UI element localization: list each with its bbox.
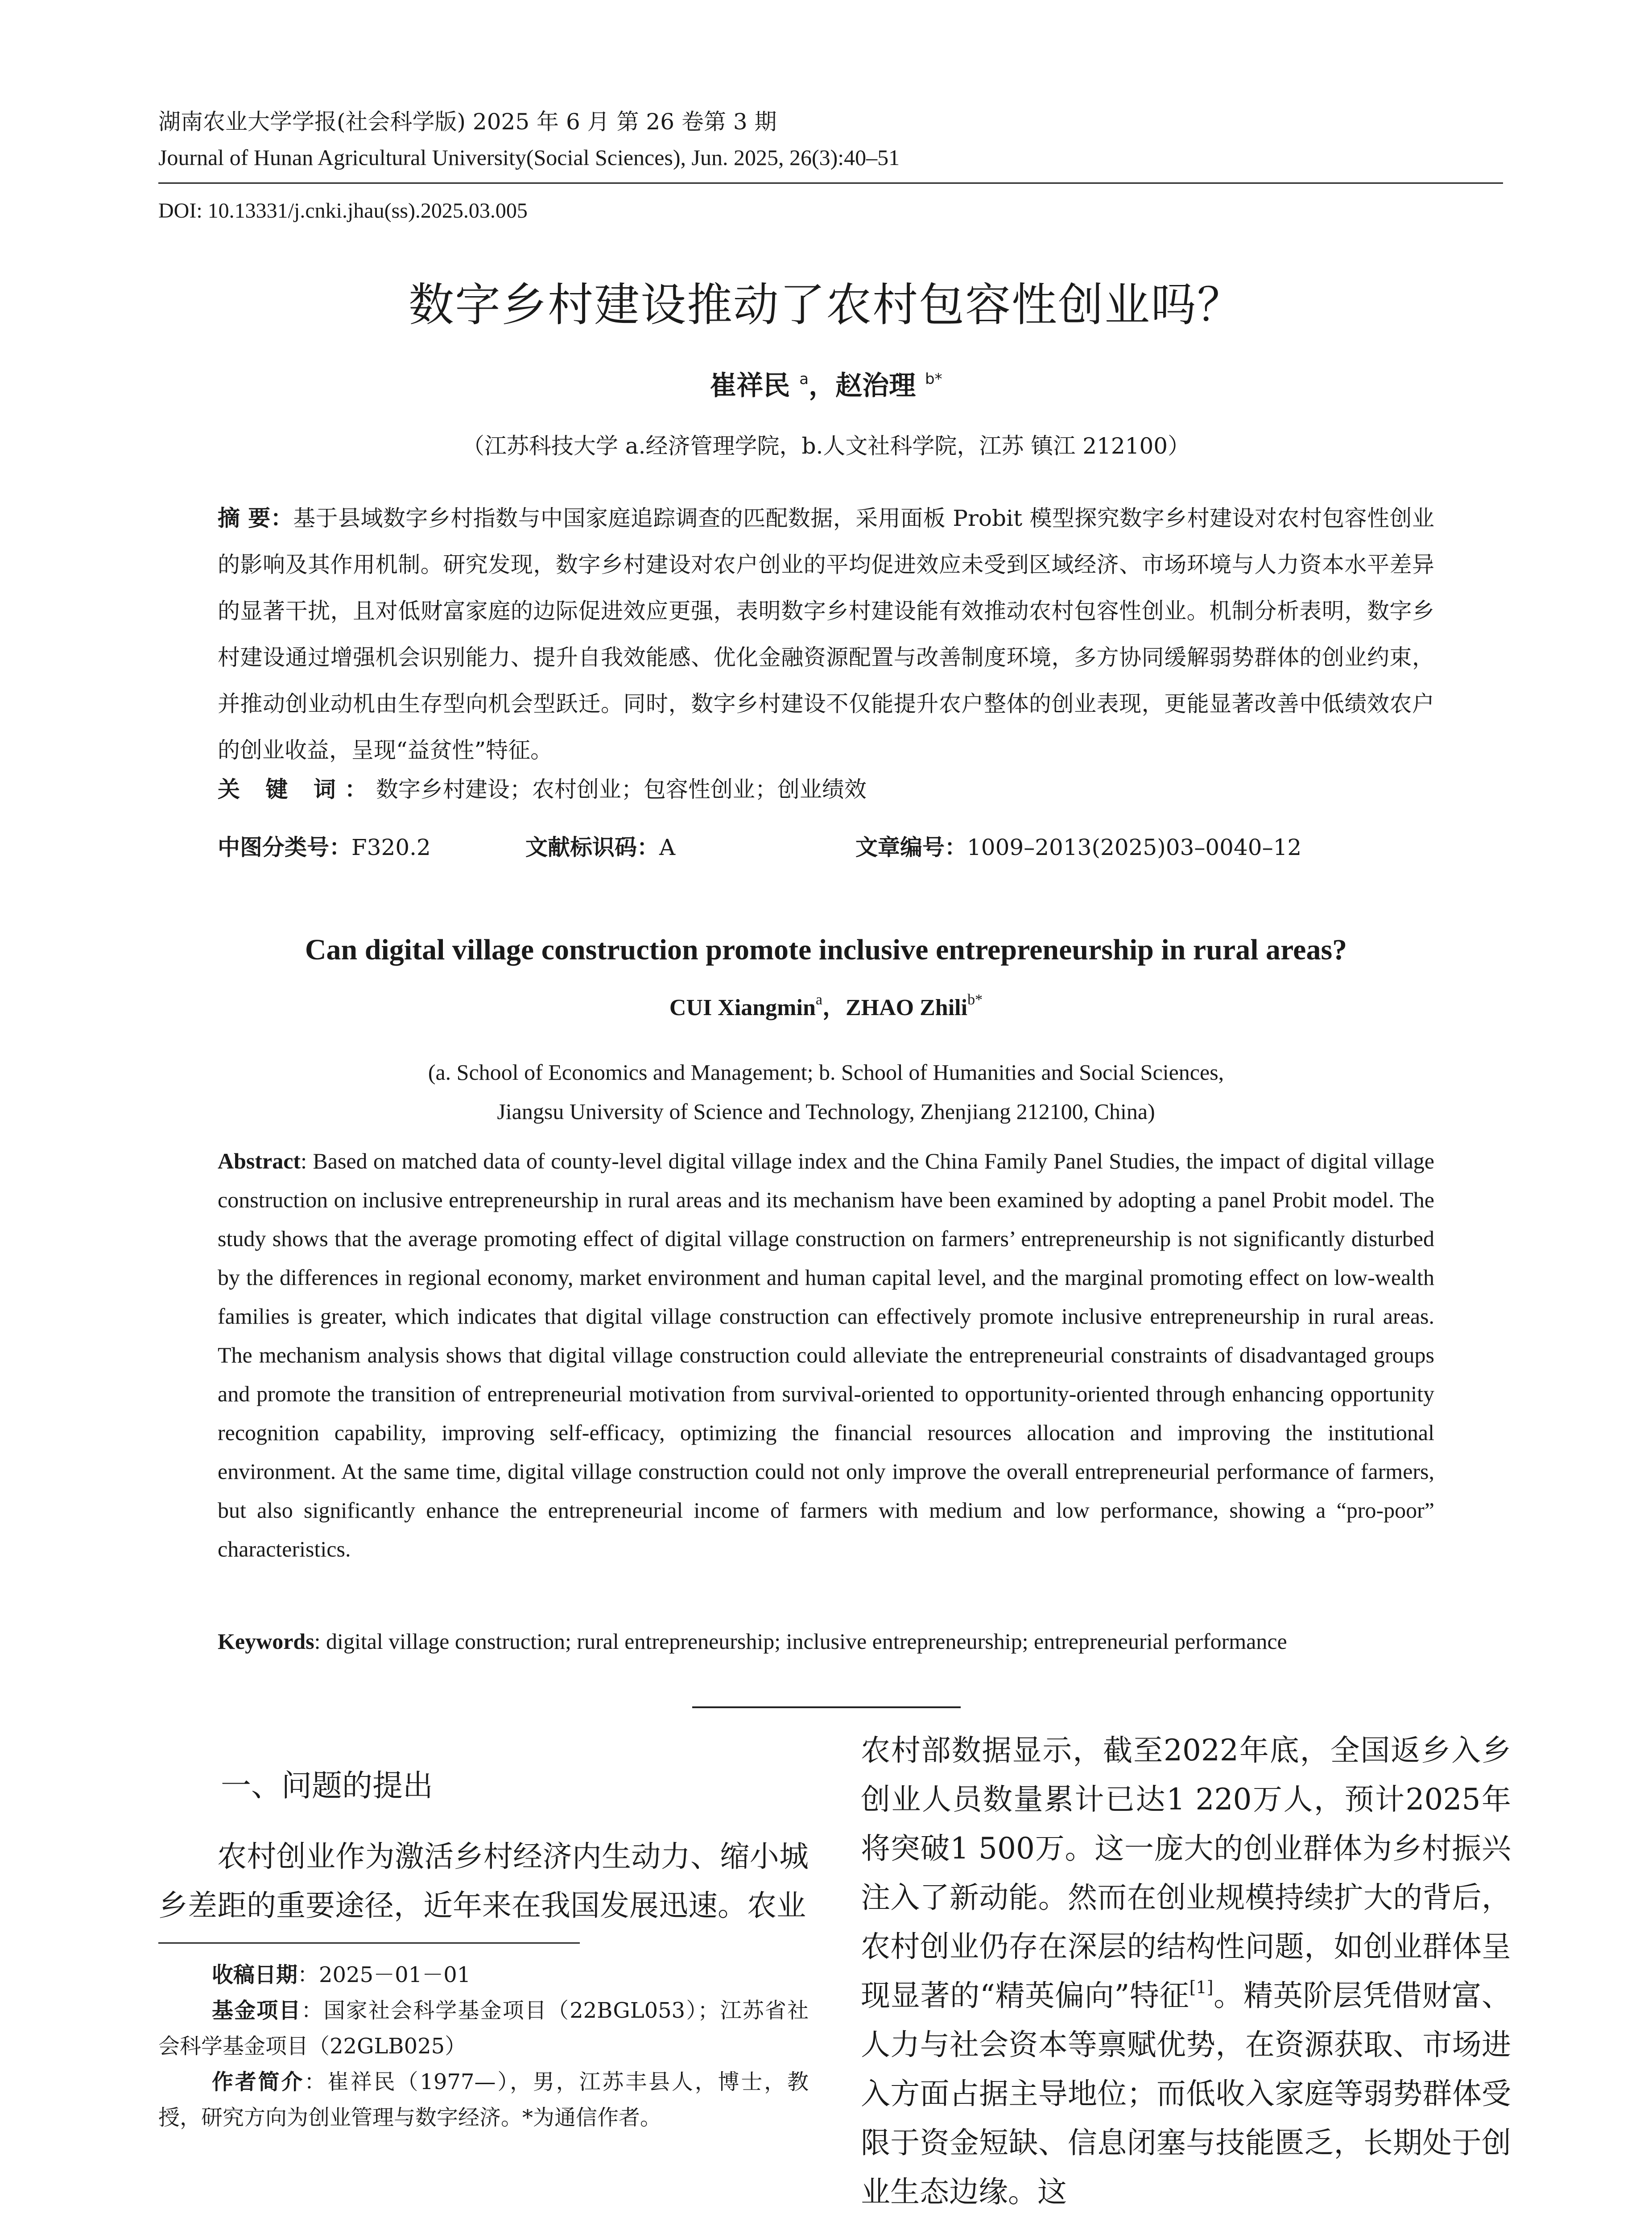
footnote-fund — [158, 1993, 809, 2064]
body-text-left-column: 农村创业作为激活乡村经济内生动力、缩小城乡差距的重要途径，近年来在我国发展迅速。农业 — [158, 1839, 809, 1923]
keywords-zh — [218, 772, 1434, 807]
keywords-zh-label: 关 键 词： — [218, 776, 376, 802]
footnotes — [158, 1957, 809, 2135]
citation-1: [1] — [1189, 1978, 1214, 1997]
author-2-zh: 赵治理 — [835, 370, 916, 401]
abstract-zh-label: 摘 要： — [218, 505, 293, 531]
body-text-right-part-2: 。精英阶层凭借财富、人力与社会资本等禀赋优势，在资源获取、市场进入方面占据主导地位；而低收入家庭等弱势群体受限于资金短缺、信息闭塞与技能匮乏，长期处于创业生态边缘。这 — [861, 1978, 1512, 2209]
keywords-zh-text: 数字乡村建设；农村创业；包容性创业；创业绩效 — [376, 776, 867, 802]
author-bio-value: ：崔祥民（1977—），男，江苏丰县人，博士，教授，研究方向为创业管理与数字经济。*为通信作者。 — [158, 2069, 809, 2130]
clc-label: 中图分类号： — [218, 834, 351, 860]
affiliation-en-line-1: (a. School of Economics and Management; b. School of Humanities and Social Sciences, — [428, 1060, 1224, 1085]
document-code-value: A — [659, 834, 676, 860]
doi: DOI: 10.13331/j.cnki.jhau(ss).2025.03.005 — [158, 199, 528, 223]
journal-header-en: Journal of Hunan Agricultural University(Social Sciences), Jun. 2025, 26(3):40–51 — [158, 145, 900, 170]
paper-title-en: Can digital village construction promote inclusive entrepreneurship in rural areas? — [305, 933, 1347, 966]
journal-header-zh: 湖南农业大学学报(社会科学版) 2025 年 6 月 第 26 卷第 3 期 — [158, 109, 777, 135]
header-rule — [158, 182, 1503, 184]
author-1-en: CUI Xiangmin — [669, 995, 816, 1020]
section-heading: 一、问题的提出 — [221, 1768, 434, 1804]
authors-en — [0, 990, 1652, 1026]
author-bio-label: 作者简介 — [212, 2069, 305, 2094]
clc-code — [218, 830, 431, 865]
keywords-en-text: : digital village construction; rural entrepreneurship; inclusive entrepreneurship; entrepreneurial performance — [314, 1629, 1287, 1654]
keywords-en — [218, 1623, 1434, 1659]
paper-title-zh: 数字乡村建设推动了农村包容性创业吗？ — [409, 279, 1243, 332]
abstract-en — [218, 1142, 1434, 1569]
article-number-value: 1009–2013(2025)03–0040–12 — [967, 834, 1302, 860]
body-text-right-column — [861, 1726, 1511, 2217]
footnote-author-bio — [158, 2064, 809, 2135]
author-1-zh: 崔祥民 — [710, 370, 790, 401]
abstract-en-text: : Based on matched data of county-level digital village index and the China Family Panel Studies, the impact of digital village construction on inclusive entrepreneurship in rural areas and its mechanism have been examined by adopting a panel Probit model. The study shows that the average promoting effect of digital village construction on farmers’ entrepreneurship is not significantly disturbed by the differences in regional economy, market environment and human capital level, and the marginal promoting effect on low-wealth families is greater, which indicates that digital village construction can effectively promote inclusive entrepreneurship in rural areas. The mechanism analysis shows that digital village construction could alleviate the entrepreneurial constraints of disadvantaged groups and promote the transition of entrepreneurial motivation from survival-oriented to opportunity-oriented through enhancing opportunity recognition capability, improving self-efficacy, optimizing the financial resources allocation and improving the institutional environment. At the same time, digital village construction could not only improve the overall entrepreneurial performance of farmers, but also significantly enhance the entrepreneurial income of farmers with medium and low performance, showing a “pro-poor” characteristics. — [218, 1148, 1434, 1561]
fund-label: 基金项目 — [212, 1998, 301, 2023]
received-label: 收稿日期 — [212, 1962, 298, 1987]
document-code-label: 文献标识码： — [525, 834, 659, 860]
author-2-en: ZHAO Zhili — [845, 995, 968, 1020]
abstract-separator — [692, 1706, 961, 1708]
author-2-affil-mark: b* — [925, 370, 942, 388]
author-1-en-affil-mark: a — [815, 991, 822, 1008]
document-code — [525, 830, 675, 865]
affiliation-en — [0, 1053, 1652, 1131]
author-1-affil-mark: a — [799, 370, 809, 388]
article-number — [855, 830, 1301, 865]
body-text-right-part-1: 农村部数据显示，截至2022年底，全国返乡入乡创业人员数量累计已达1 220万人，预计2025年将突破1 500万。这一庞大的创业群体为乡村振兴注入了新动能。然而在创业规模持续扩大的背后，农村创业仍存在深层的结构性问题，如创业群体呈现显著的“精英偏向”特征 — [861, 1733, 1511, 2013]
article-number-label: 文章编号： — [855, 834, 967, 860]
author-en-separator: ， — [822, 995, 846, 1020]
abstract-zh-text: 基于县域数字乡村指数与中国家庭追踪调查的匹配数据，采用面板 Probit 模型探究数字乡村建设对农村包容性创业的影响及其作用机制。研究发现，数字乡村建设对农户创业的平均促进效应未受到区域经济、市场环境与人力资本水平差异的显著干扰，且对低财富家庭的边际促进效应更强，表明数字乡村建设能有效推动农村包容性创业。机制分析表明，数字乡村建设通过增强机会识别能力、提升自我效能感、优化金融资源配置与改善制度环境，多方协同缓解弱势群体的创业约束，并推动创业动机由生存型向机会型跃迁。同时，数字乡村建设不仅能提升农户整体的创业表现，更能显著改善中低绩效农户的创业收益，呈现“益贫性”特征。 — [218, 505, 1434, 763]
author-separator: ， — [809, 370, 836, 401]
affiliation-zh: （江苏科技大学 a.经济管理学院，b.人文社科学院，江苏 镇江 212100） — [462, 433, 1190, 459]
received-value: ：2025－01－01 — [297, 1962, 471, 1987]
authors-zh — [0, 366, 1652, 406]
abstract-en-label: Abstract — [218, 1148, 301, 1173]
fund-value: ：国家社会科学基金项目（22BGL053）；江苏省社会科学基金项目（22GLB025） — [158, 1998, 809, 2059]
affiliation-en-line-2: Jiangsu University of Science and Technology, Zhenjiang 212100, China) — [497, 1099, 1155, 1124]
abstract-zh — [218, 495, 1434, 773]
clc-value: F320.2 — [351, 834, 431, 860]
footnote-received — [158, 1957, 809, 1993]
keywords-en-label: Keywords — [218, 1629, 314, 1654]
author-2-en-affil-mark: b* — [967, 991, 983, 1008]
footnote-rule — [158, 1942, 580, 1944]
